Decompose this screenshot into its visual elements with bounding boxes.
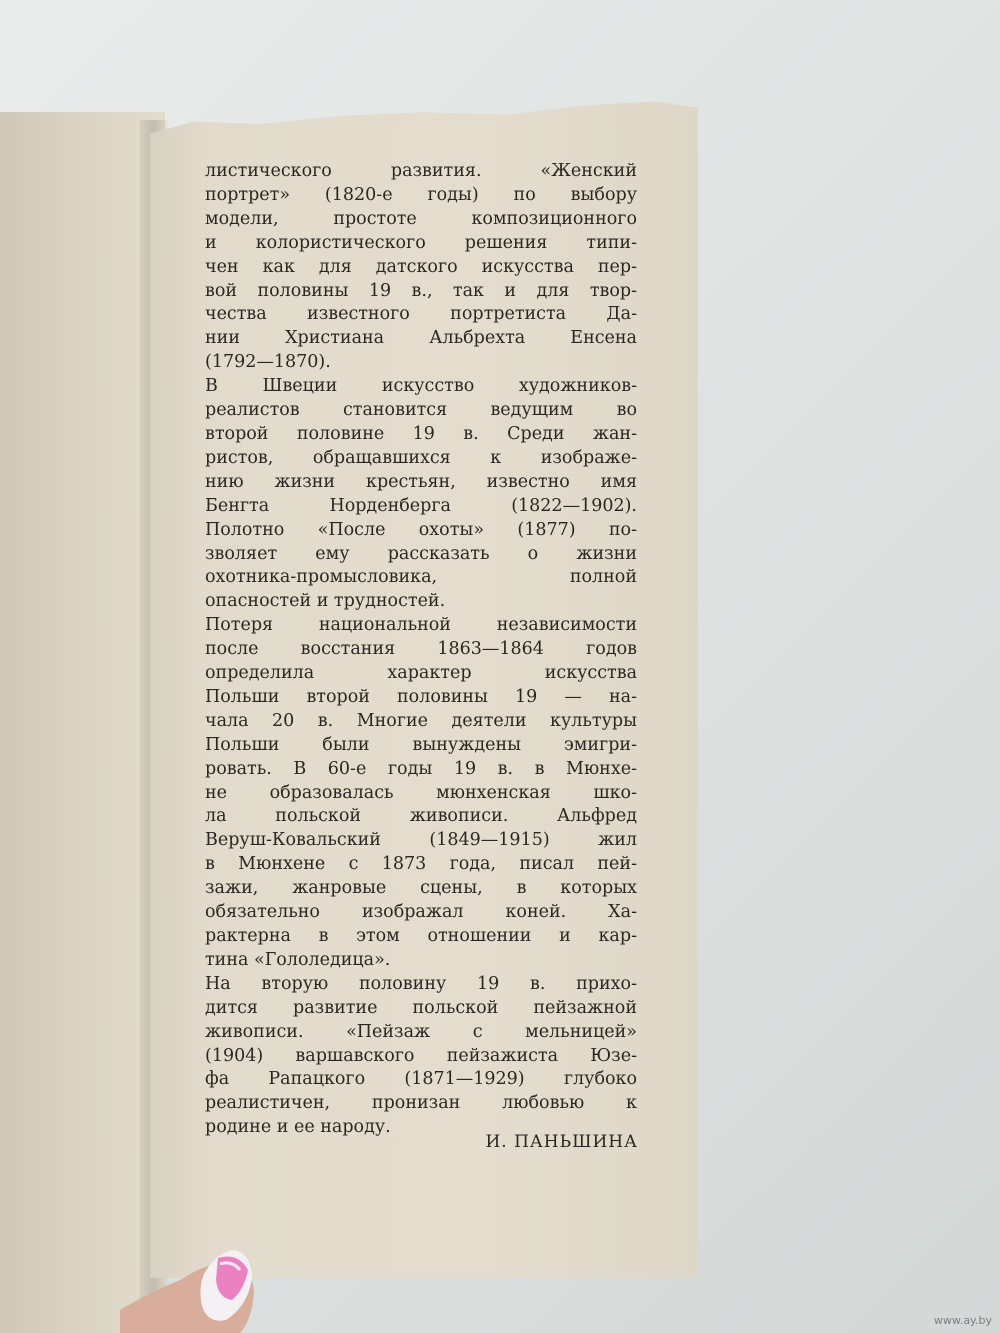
text-line: после восстания 1863—1864 годов [205, 639, 637, 660]
text-line: портрет» (1820-е годы) по выбору [205, 184, 637, 205]
text-line: вой половины 19 в., так и для твор- [205, 280, 637, 301]
text-line: нии Христиана Альбрехта Енсена [205, 328, 637, 349]
text-line: (1904) варшавского пейзажиста Юзе- [205, 1045, 637, 1066]
text-line: рактерна в этом отношении и кар- [205, 926, 637, 946]
text-line: модели, простоте композиционного [205, 208, 637, 229]
text-line: листического развития. «Женский [205, 161, 637, 181]
watermark: www.ay.by [933, 1314, 992, 1327]
text-line: определила характер искусства [205, 663, 637, 684]
thumb-with-manicure [120, 1240, 260, 1333]
text-line: Польши были вынуждены эмигри- [205, 734, 637, 755]
text-line: нию жизни крестьян, известно имя [205, 471, 637, 492]
text-line: тина «Гололедица». [205, 949, 391, 970]
text-line: Бенгта Норденберга (1822—1902). [205, 495, 637, 516]
text-line: Полотно «После охоты» (1877) по- [205, 519, 637, 540]
text-line: опасностей и трудностей. [205, 591, 446, 612]
text-line: чен как для датского искусства пер- [205, 256, 637, 277]
text-line: ровать. В 60-е годы 19 в. в Мюнхе- [205, 758, 637, 779]
text-line: ристов, обращавшихся к изображе- [205, 447, 637, 468]
text-line: Потеря национальной независимости [205, 615, 637, 636]
text-line: живописи. «Пейзаж с мельницей» [205, 1021, 637, 1042]
text-line: второй половине 19 в. Среди жан- [205, 423, 637, 444]
paragraph [205, 614, 637, 973]
text-line: чества известного портретиста Да- [205, 304, 637, 325]
text-line: фа Рапацкого (1871—1929) глубоко [205, 1069, 637, 1090]
paragraph [205, 375, 637, 614]
paragraph [205, 973, 637, 1140]
text-line: чала 20 в. Многие деятели культуры [205, 710, 637, 731]
text-line: реалистов становится ведущим во [205, 400, 637, 421]
text-line: В Швеции искусство художников- [205, 376, 637, 397]
text-line: родине и ее народу. [205, 1117, 391, 1138]
text-line: охотника-промысловика, полной [205, 567, 637, 588]
article-text [205, 160, 637, 1140]
text-line: не образовалась мюнхенская шко- [205, 782, 637, 803]
text-line: Веруш-Ковальский (1849—1915) жил [205, 830, 637, 851]
text-line: реалистичен, пронизан любовью к [205, 1093, 637, 1114]
author-signature: И. ПАНЬШИНА [485, 1132, 638, 1152]
text-line: дится развитие польской пейзажной [205, 997, 637, 1018]
text-line: зволяет ему рассказать о жизни [205, 543, 637, 564]
text-line: Польши второй половины 19 — на- [205, 686, 637, 707]
text-line: (1792—1870). [205, 352, 331, 373]
text-line: ла польской живописи. Альфред [205, 806, 637, 827]
text-line: и колористического решения типи- [205, 232, 637, 253]
text-line: зажи, жанровые сцены, в которых [205, 878, 637, 899]
paragraph [205, 160, 637, 375]
text-line: На вторую половину 19 в. прихо- [205, 973, 637, 994]
text-line: в Мюнхене с 1873 года, писал пей- [205, 854, 637, 875]
text-line: обязательно изображал коней. Ха- [205, 902, 637, 923]
